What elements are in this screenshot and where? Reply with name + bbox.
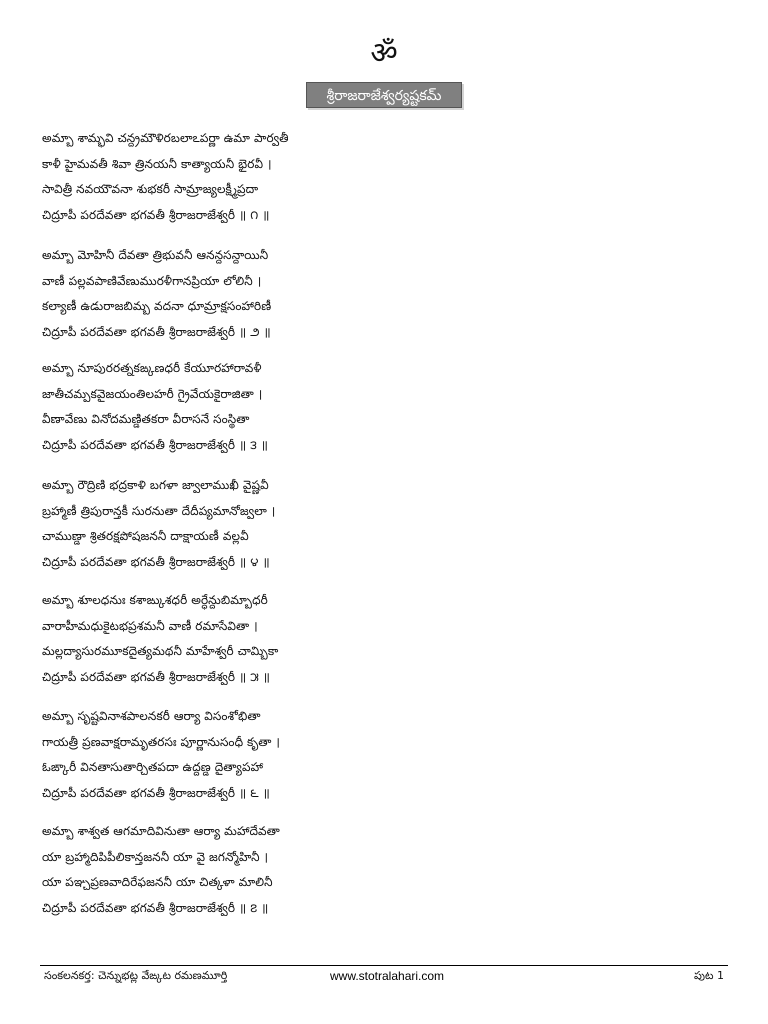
page-title: శ్రీరాజరాజేశ్వర్యష్టకమ్ <box>306 82 462 108</box>
stanza-3 <box>42 356 382 458</box>
stanza-5 <box>42 588 382 690</box>
verse-line: ఓఙ్కారీ వినతాసుతార్చితపదా ఉద్దణ్డ దైత్యాపహా <box>42 760 264 774</box>
verse-line: గాయత్రీ ప్రణవాక్షరామృతరసః పూర్ణానుసంధీ కృతా । <box>42 734 281 749</box>
page-number: పుట 1 <box>694 969 724 982</box>
verse-line: చిద్రూపీ పరదేవతా భగవతీ శ్రీరాజరాజేశ్వరీ ॥ ౧ ॥ <box>42 207 270 222</box>
verse-line: చిద్రూపీ పరదేవతా భగవతీ శ్రీరాజరాజేశ్వరీ ॥ ౫ ॥ <box>42 669 271 684</box>
verse-line: సావిత్రీ నవయౌవనా శుభకరీ సామ్రాజ్యలక్ష్మీప్రదా <box>42 182 259 196</box>
verse-line: అమ్బా నూపురరత్నకఙ్కణధరీ కేయూరహారావళీ <box>42 361 262 375</box>
verse-line: చిద్రూపీ పరదేవతా భగవతీ శ్రీరాజరాజేశ్వరీ ॥ ౭ ॥ <box>42 900 269 915</box>
verse-line: చిద్రూపీ పరదేవతా భగవతీ శ్రీరాజరాజేశ్వరీ ॥ ౩ ॥ <box>42 437 269 452</box>
verse-line: వారాహీమధుకైటభప్రశమనీ వాణీ రమాసేవితా । <box>42 618 258 633</box>
verse-line: కల్యాణీ ఉడురాజబిమ్బ వదనా ధూమ్రాక్షసంహారిణీ <box>42 299 272 313</box>
verse-line: అమ్బా శామ్భవి చన్ద్రమౌళిరబలాఽపర్ణా ఉమా పార్వతీ <box>42 131 289 145</box>
stanza-2 <box>42 243 382 345</box>
stanza-7 <box>42 819 382 921</box>
stanza-1 <box>42 126 382 228</box>
verse-line: జాతీచమ్పకవైజయంతిలహరీ గ్రైవేయకైరాజితా । <box>42 386 263 401</box>
verse-line: అమ్బా మోహినీ దేవతా త్రిభువనీ ఆనన్దసన్దాయినీ <box>42 248 269 262</box>
om-symbol: ॐ <box>370 36 398 71</box>
compiler-credit: సంకలనకర్త: చెన్నుభట్ల వేఙ్కట రమణమూర్తి <box>44 969 228 982</box>
verse-line: వాణీ పల్లవపాణివేణుమురళీగానప్రియా లోలినీ । <box>42 273 262 288</box>
verse-line: అమ్బా సృష్టవినాశపాలనకరీ ఆర్యా విసంశోభితా <box>42 709 261 723</box>
verse-line: అమ్బా శాశ్వత ఆగమాదివినుతా ఆర్యా మహాదేవతా <box>42 824 280 838</box>
verse-line: అమ్బా రౌద్రిణి భద్రకాళి బగళా జ్వాలాముఖీ వైష్ణవీ <box>42 478 269 492</box>
stanza-6 <box>42 704 382 806</box>
page-footer <box>40 966 728 986</box>
verse-line: చిద్రూపీ పరదేవతా భగవతీ శ్రీరాజరాజేశ్వరీ ॥ ౨ ॥ <box>42 324 271 339</box>
verse-line: యా బ్రహ్మాదిపిపీలికాన్తజననీ యా వై జగన్మోహినీ । <box>42 849 269 864</box>
stanza-4 <box>42 473 382 575</box>
verse-line: బ్రహ్మాణీ త్రిపురాన్తకీ సురనుతా దేదీప్యమానోజ్వలా । <box>42 503 276 518</box>
verse-line: చాముణ్డా శ్రితరక్షపోషజననీ దాక్షాయణీ వల్లవీ <box>42 529 249 543</box>
verse-line: అమ్బా శూలధనుః కశాఙ్కుశధరీ అర్ధేన్దుబిమ్బాధరీ <box>42 593 268 607</box>
verse-line: చిద్రూపీ పరదేవతా భగవతీ శ్రీరాజరాజేశ్వరీ ॥ ౪ ॥ <box>42 554 270 569</box>
verse-line: మల్లద్యాసురమూకదైత్యమథనీ మాహేశ్వరీ చామ్బికా <box>42 644 279 658</box>
verse-line: వీణావేణు వినోదమణ్డితకరా వీరాసనే సంస్థితా <box>42 412 250 426</box>
verse-line: యా పఞ్చప్రణవాదిరేఫజననీ యా చిత్కళా మాలినీ <box>42 875 273 889</box>
verse-line: చిద్రూపీ పరదేవతా భగవతీ శ్రీరాజరాజేశ్వరీ ॥ ౬ ॥ <box>42 785 270 800</box>
verse-line: కాళీ హైమవతీ శివా త్రినయనీ కాత్యాయనీ భైరవీ । <box>42 156 272 171</box>
website-link[interactable]: www.stotralahari.com <box>330 969 445 983</box>
